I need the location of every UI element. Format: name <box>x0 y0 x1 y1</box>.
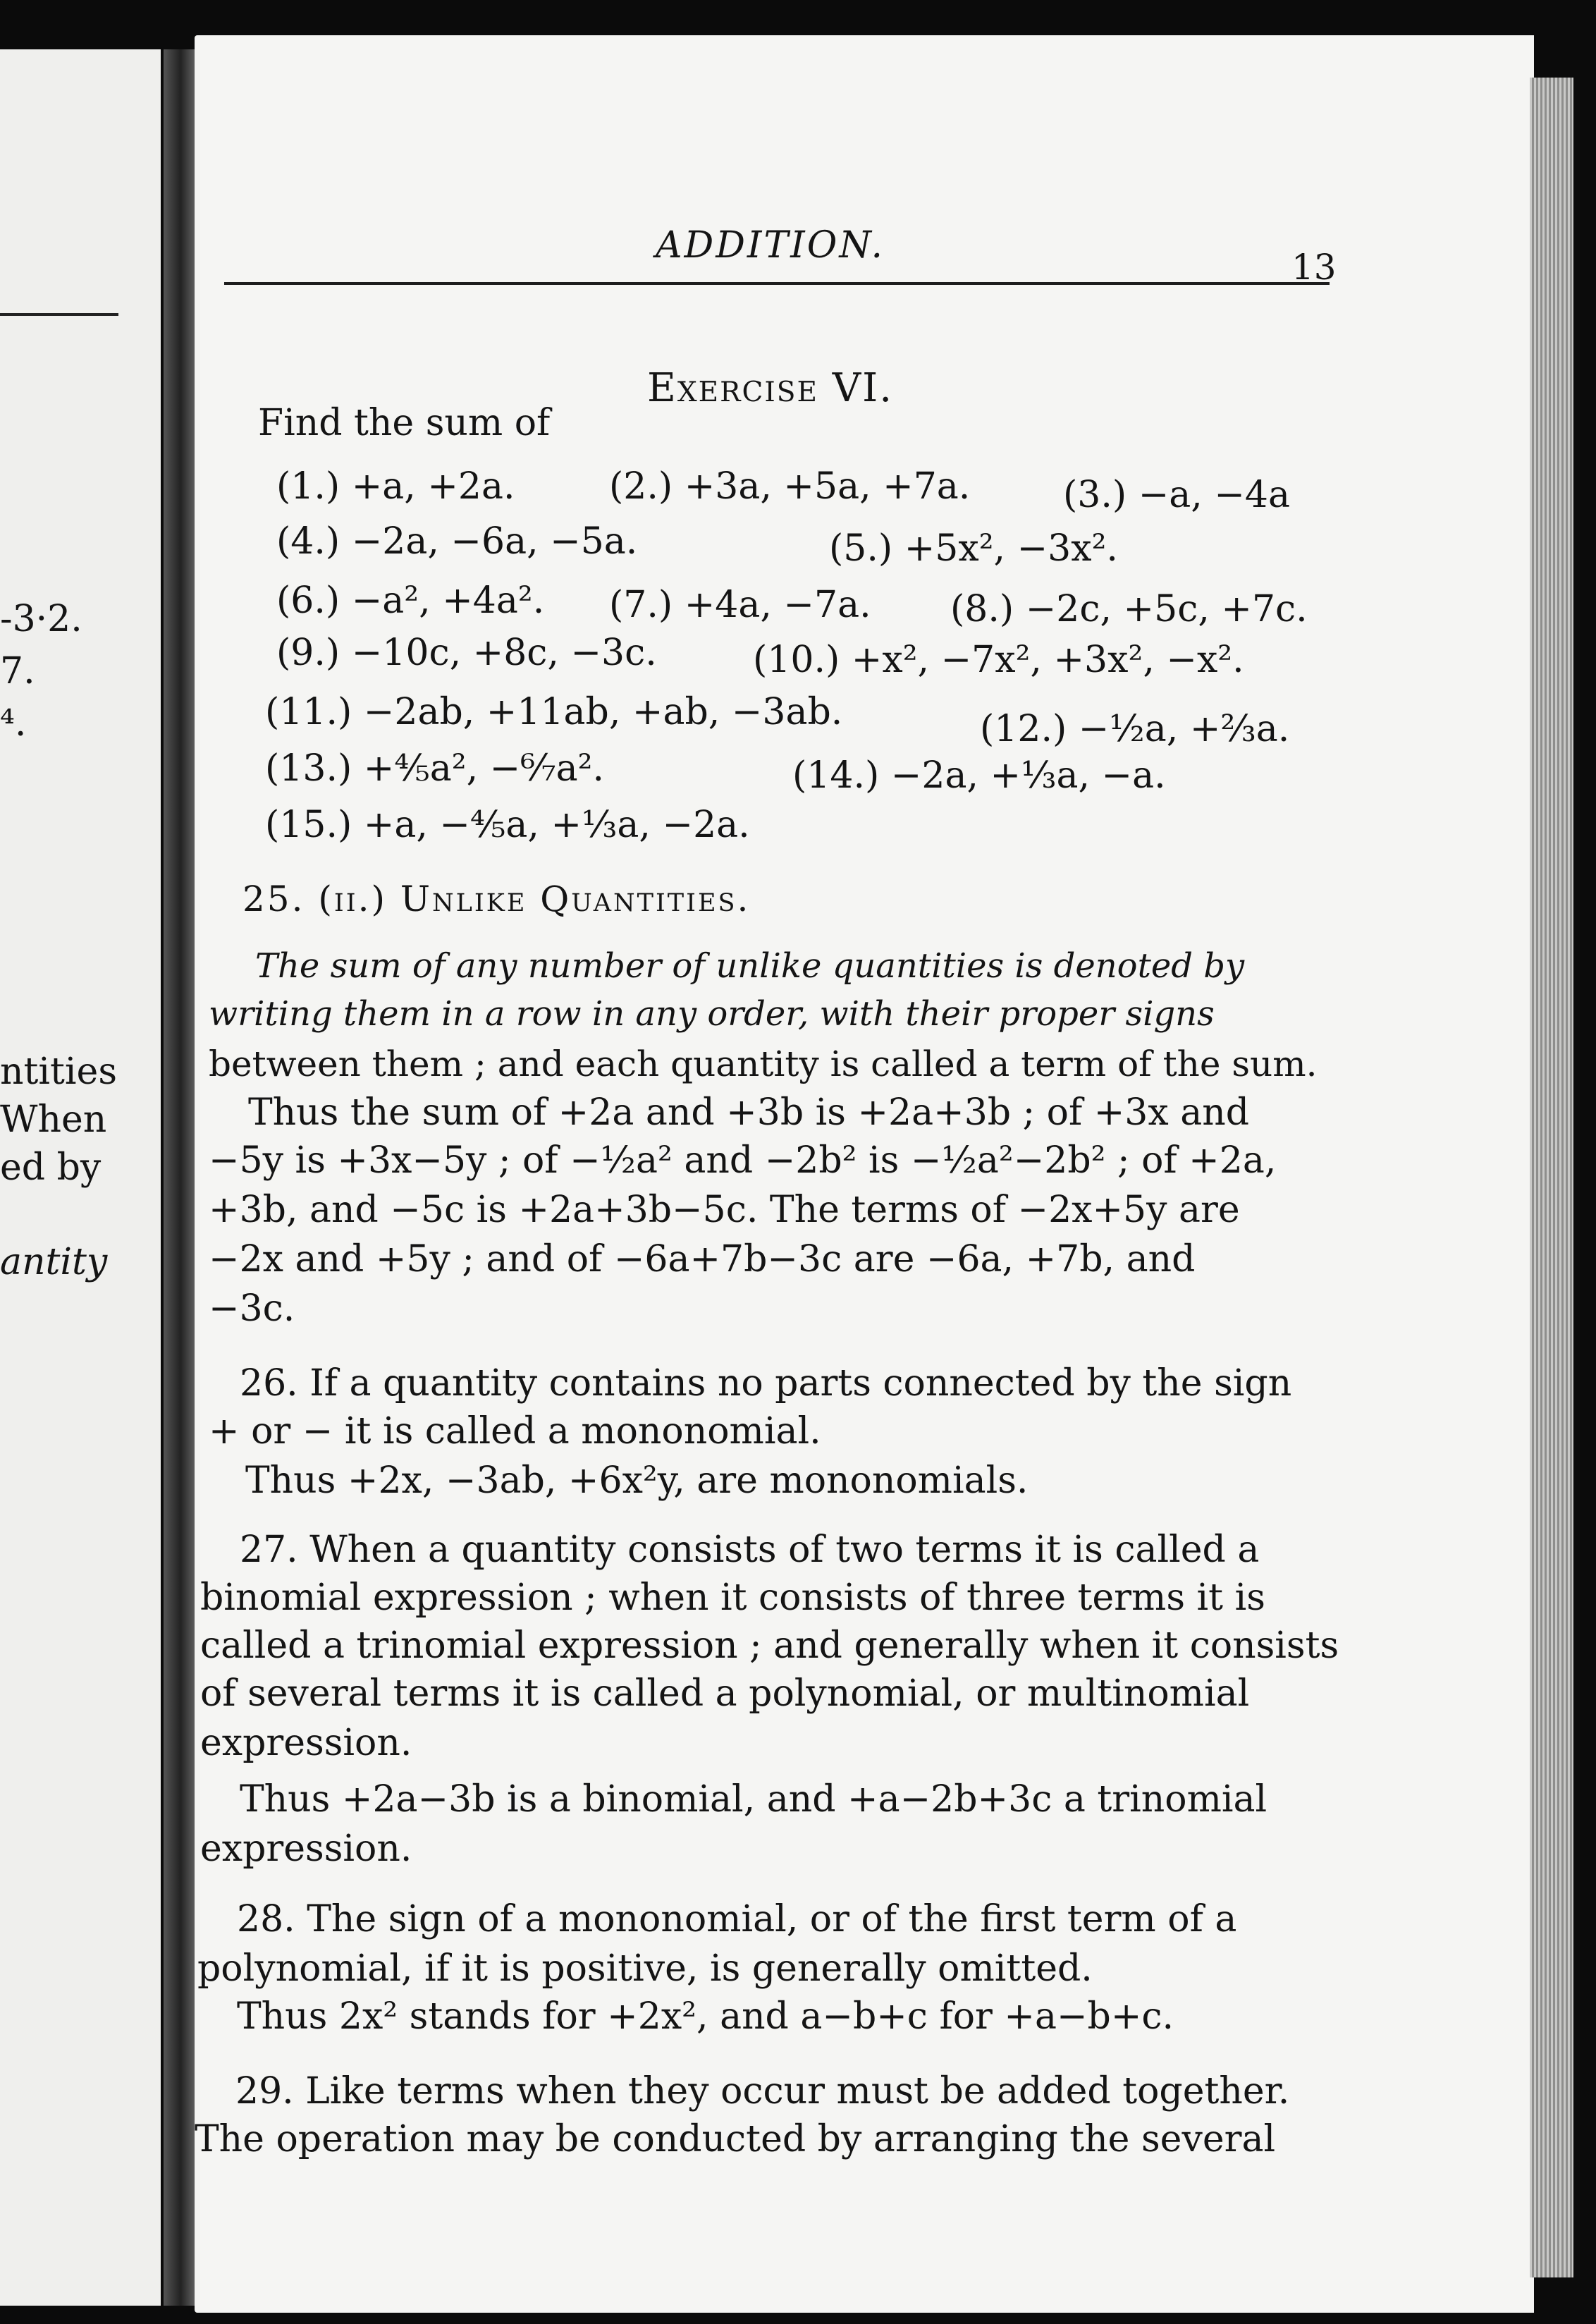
body-line: expression. <box>200 1828 412 1870</box>
exercise-title: Exercise VI. <box>647 365 894 411</box>
exercise-item: (2.) +3a, +5a, +7a. <box>609 465 971 508</box>
page-edges <box>1530 78 1573 2277</box>
left-fragment: 7. <box>0 650 35 692</box>
body-line: between them ; and each quantity is called a term of the sum. <box>209 1044 1318 1084</box>
section-heading: 25. (ii.) Unlike Quantities. <box>243 879 751 919</box>
exercise-item: (11.) −2ab, +11ab, +ab, −3ab. <box>265 691 843 733</box>
exercise-item: (8.) −2c, +5c, +7c. <box>950 588 1308 630</box>
left-fragment: ⁴. <box>0 702 27 745</box>
exercise-item: (6.) −a², +4a². <box>276 580 545 622</box>
running-header: ADDITION. <box>656 224 885 267</box>
left-fragment: antity <box>0 1241 108 1283</box>
body-line: writing them in a row in any order, with their proper signs <box>209 994 1215 1034</box>
body-line: Thus +2a−3b is a binomial, and +a−2b+3c a trinomial <box>240 1778 1267 1821</box>
body-line: 29. Like terms when they occur must be added together. <box>235 2070 1290 2112</box>
body-line: called a trinomial expression ; and generally when it consists <box>200 1625 1339 1667</box>
exercise-item: (9.) −10c, +8c, −3c. <box>276 632 657 674</box>
body-line: −5y is +3x−5y ; of −½a² and −2b² is −½a²−2b² ; of +2a, <box>209 1139 1277 1182</box>
body-line: polynomial, if it is positive, is generally omitted. <box>197 1947 1093 1990</box>
body-line: −2x and +5y ; and of −6a+7b−3c are −6a, +7b, and <box>209 1238 1196 1280</box>
body-line: The operation may be conducted by arranging the several <box>195 2118 1276 2160</box>
left-fragment: When <box>0 1099 107 1141</box>
exercise-item: (12.) −½a, +⅔a. <box>980 708 1290 750</box>
body-line: 28. The sign of a mononomial, or of the first term of a <box>237 1898 1237 1940</box>
body-line: Thus 2x² stands for +2x², and a−b+c for +a−b+c. <box>237 1995 1174 2038</box>
body-line: + or − it is called a mononomial. <box>209 1410 821 1452</box>
body-line: Thus the sum of +2a and +3b is +2a+3b ; of +3x and <box>248 1091 1250 1134</box>
exercise-item: (10.) +x², −7x², +3x², −x². <box>753 639 1244 681</box>
exercise-item: (14.) −2a, +⅓a, −a. <box>792 754 1166 797</box>
page-number: 13 <box>1291 247 1337 288</box>
body-line: of several terms it is called a polynomial, or multinomial <box>200 1672 1250 1715</box>
body-line: −3c. <box>209 1288 295 1330</box>
body-line: expression. <box>200 1722 412 1764</box>
exercise-item: (5.) +5x², −3x². <box>829 527 1118 570</box>
exercise-item: (7.) +4a, −7a. <box>609 584 871 626</box>
body-line: +3b, and −5c is +2a+3b−5c. The terms of −2x+5y are <box>209 1189 1240 1231</box>
body-line: binomial expression ; when it consists of three terms it is <box>200 1577 1265 1619</box>
exercise-item: (1.) +a, +2a. <box>276 465 515 508</box>
exercise-item: (15.) +a, −⅘a, +⅓a, −2a. <box>265 804 750 846</box>
left-fragment: ed by <box>0 1146 102 1189</box>
exercise-item: (13.) +⅘a², −⁶⁄₇a². <box>265 747 604 790</box>
exercise-item: (3.) −a, −4a <box>1063 474 1291 516</box>
body-line: 26. If a quantity contains no parts connected by the sign <box>240 1362 1292 1405</box>
body-line: Thus +2x, −3ab, +6x²y, are mononomials. <box>245 1460 1029 1502</box>
left-page-fragment <box>0 49 161 2306</box>
left-fragment: ntities <box>0 1051 118 1093</box>
exercise-item: (4.) −2a, −6a, −5a. <box>276 520 638 563</box>
book-gutter <box>164 49 197 2306</box>
header-rule <box>224 282 1330 285</box>
left-fragment: -3·2. <box>0 598 82 640</box>
body-line: 27. When a quantity consists of two terms it is called a <box>240 1529 1260 1571</box>
body-line: The sum of any number of unlike quantities is denoted by <box>255 946 1245 986</box>
exercise-intro: Find the sum of <box>258 402 551 444</box>
left-page-rule <box>0 313 118 316</box>
